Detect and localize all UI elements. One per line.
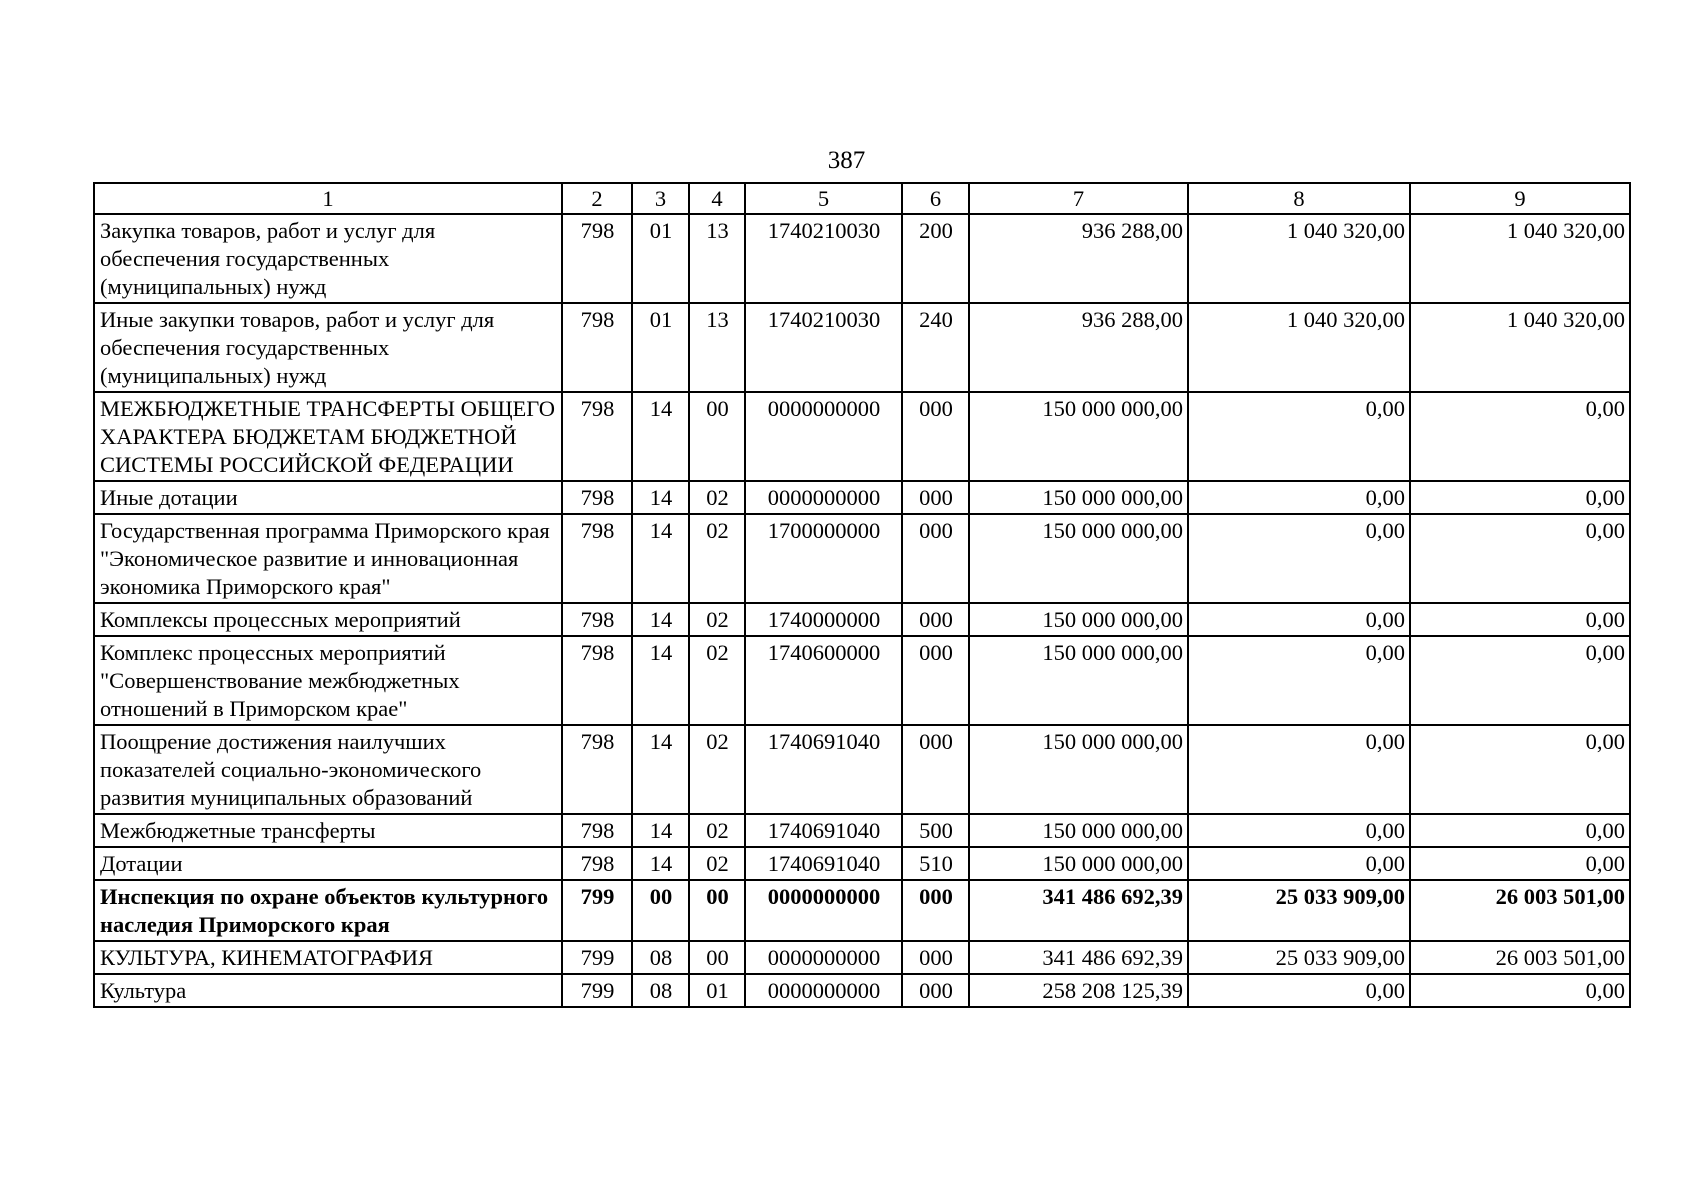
row-amount-c8: 0,00 (1188, 603, 1410, 636)
row-code-c3: 08 (632, 974, 689, 1007)
row-name: Инспекция по охране объектов культурного наследия Приморского края (94, 880, 562, 941)
row-code-c5: 1740000000 (745, 603, 902, 636)
row-code-c6: 000 (902, 481, 969, 514)
row-amount-c8: 25 033 909,00 (1188, 941, 1410, 974)
row-code-c5: 0000000000 (745, 974, 902, 1007)
row-code-c5: 1740210030 (745, 214, 902, 303)
row-code-c5: 1740691040 (745, 814, 902, 847)
column-header: 8 (1188, 183, 1410, 214)
row-code-c6: 000 (902, 514, 969, 603)
column-header: 2 (562, 183, 632, 214)
row-code-c2: 798 (562, 514, 632, 603)
row-name: КУЛЬТУРА, КИНЕМАТОГРАФИЯ (94, 941, 562, 974)
row-code-c2: 798 (562, 303, 632, 392)
row-name: Закупка товаров, работ и услуг для обеспечения государственных (муниципальных) нужд (94, 214, 562, 303)
column-header: 6 (902, 183, 969, 214)
row-code-c4: 02 (689, 725, 745, 814)
row-name: Межбюджетные трансферты (94, 814, 562, 847)
row-code-c3: 14 (632, 603, 689, 636)
table-row (94, 514, 1630, 603)
row-code-c5: 1740600000 (745, 636, 902, 725)
row-amount-c8: 1 040 320,00 (1188, 214, 1410, 303)
row-amount-c7: 936 288,00 (969, 214, 1188, 303)
row-code-c3: 14 (632, 392, 689, 481)
row-amount-c9: 0,00 (1410, 514, 1630, 603)
row-amount-c9: 0,00 (1410, 603, 1630, 636)
row-amount-c9: 0,00 (1410, 481, 1630, 514)
row-code-c2: 798 (562, 814, 632, 847)
row-amount-c7: 150 000 000,00 (969, 636, 1188, 725)
row-name: Культура (94, 974, 562, 1007)
row-name: Государственная программа Приморского края "Экономическое развитие и инновационная экономика Приморского края" (94, 514, 562, 603)
row-amount-c7: 150 000 000,00 (969, 392, 1188, 481)
row-code-c5: 1740691040 (745, 725, 902, 814)
row-code-c4: 00 (689, 392, 745, 481)
row-code-c3: 14 (632, 514, 689, 603)
row-name: Иные закупки товаров, работ и услуг для обеспечения государственных (муниципальных) нужд (94, 303, 562, 392)
row-code-c6: 000 (902, 603, 969, 636)
row-code-c6: 000 (902, 636, 969, 725)
row-code-c3: 14 (632, 847, 689, 880)
table-row (94, 481, 1630, 514)
row-code-c3: 01 (632, 303, 689, 392)
row-code-c2: 798 (562, 392, 632, 481)
row-code-c6: 000 (902, 941, 969, 974)
table-row (94, 214, 1630, 303)
row-amount-c7: 150 000 000,00 (969, 514, 1188, 603)
row-code-c6: 000 (902, 880, 969, 941)
row-amount-c9: 0,00 (1410, 725, 1630, 814)
row-code-c5: 1740210030 (745, 303, 902, 392)
row-code-c4: 02 (689, 814, 745, 847)
table-row (94, 880, 1630, 941)
table-row (94, 974, 1630, 1007)
row-amount-c9: 0,00 (1410, 974, 1630, 1007)
row-code-c2: 798 (562, 725, 632, 814)
row-code-c5: 1700000000 (745, 514, 902, 603)
row-amount-c9: 0,00 (1410, 847, 1630, 880)
row-amount-c7: 258 208 125,39 (969, 974, 1188, 1007)
row-code-c6: 200 (902, 214, 969, 303)
row-amount-c7: 341 486 692,39 (969, 880, 1188, 941)
row-amount-c8: 0,00 (1188, 814, 1410, 847)
row-amount-c7: 150 000 000,00 (969, 603, 1188, 636)
row-code-c3: 01 (632, 214, 689, 303)
row-amount-c8: 25 033 909,00 (1188, 880, 1410, 941)
row-name: Комплекс процессных мероприятий "Совершенствование межбюджетных отношений в Приморском крае" (94, 636, 562, 725)
row-code-c6: 000 (902, 974, 969, 1007)
table-row (94, 603, 1630, 636)
row-amount-c8: 0,00 (1188, 636, 1410, 725)
row-code-c4: 01 (689, 974, 745, 1007)
row-code-c3: 14 (632, 725, 689, 814)
row-code-c2: 798 (562, 214, 632, 303)
row-code-c6: 000 (902, 725, 969, 814)
row-amount-c8: 0,00 (1188, 974, 1410, 1007)
row-amount-c8: 0,00 (1188, 392, 1410, 481)
row-amount-c8: 0,00 (1188, 847, 1410, 880)
row-code-c5: 0000000000 (745, 880, 902, 941)
row-amount-c9: 1 040 320,00 (1410, 214, 1630, 303)
row-code-c2: 799 (562, 974, 632, 1007)
table-row (94, 847, 1630, 880)
row-code-c2: 798 (562, 847, 632, 880)
row-code-c4: 13 (689, 214, 745, 303)
row-code-c6: 500 (902, 814, 969, 847)
row-code-c4: 02 (689, 847, 745, 880)
row-code-c3: 08 (632, 941, 689, 974)
table-row (94, 392, 1630, 481)
column-header: 4 (689, 183, 745, 214)
table-row (94, 636, 1630, 725)
row-amount-c9: 0,00 (1410, 392, 1630, 481)
table-row (94, 303, 1630, 392)
row-code-c4: 02 (689, 636, 745, 725)
row-amount-c8: 1 040 320,00 (1188, 303, 1410, 392)
row-code-c6: 000 (902, 392, 969, 481)
row-code-c4: 00 (689, 880, 745, 941)
row-code-c4: 02 (689, 481, 745, 514)
row-amount-c9: 26 003 501,00 (1410, 941, 1630, 974)
row-code-c2: 798 (562, 481, 632, 514)
row-amount-c7: 150 000 000,00 (969, 814, 1188, 847)
column-header: 3 (632, 183, 689, 214)
row-name: Дотации (94, 847, 562, 880)
row-amount-c7: 150 000 000,00 (969, 725, 1188, 814)
row-amount-c8: 0,00 (1188, 481, 1410, 514)
table-row (94, 814, 1630, 847)
row-name: Комплексы процессных мероприятий (94, 603, 562, 636)
row-code-c4: 13 (689, 303, 745, 392)
row-name: Поощрение достижения наилучших показателей социально-экономического развития муниципальных образований (94, 725, 562, 814)
row-code-c4: 02 (689, 514, 745, 603)
row-amount-c7: 150 000 000,00 (969, 847, 1188, 880)
table-row (94, 941, 1630, 974)
row-code-c5: 0000000000 (745, 392, 902, 481)
row-code-c5: 0000000000 (745, 481, 902, 514)
row-name: Иные дотации (94, 481, 562, 514)
row-code-c2: 798 (562, 603, 632, 636)
row-code-c5: 0000000000 (745, 941, 902, 974)
row-amount-c8: 0,00 (1188, 725, 1410, 814)
column-header: 7 (969, 183, 1188, 214)
column-number-header (94, 183, 1630, 214)
row-code-c3: 14 (632, 481, 689, 514)
row-code-c4: 02 (689, 603, 745, 636)
row-amount-c7: 150 000 000,00 (969, 481, 1188, 514)
row-name: МЕЖБЮДЖЕТНЫЕ ТРАНСФЕРТЫ ОБЩЕГО ХАРАКТЕРА БЮДЖЕТАМ БЮДЖЕТНОЙ СИСТЕМЫ РОССИЙСКОЙ ФЕДЕРАЦИИ (94, 392, 562, 481)
row-code-c6: 240 (902, 303, 969, 392)
row-code-c2: 798 (562, 636, 632, 725)
table-row (94, 725, 1630, 814)
row-code-c4: 00 (689, 941, 745, 974)
row-amount-c7: 341 486 692,39 (969, 941, 1188, 974)
row-amount-c7: 936 288,00 (969, 303, 1188, 392)
row-code-c2: 799 (562, 880, 632, 941)
row-amount-c9: 0,00 (1410, 636, 1630, 725)
row-amount-c8: 0,00 (1188, 514, 1410, 603)
row-code-c3: 14 (632, 814, 689, 847)
row-amount-c9: 26 003 501,00 (1410, 880, 1630, 941)
row-code-c3: 14 (632, 636, 689, 725)
row-code-c6: 510 (902, 847, 969, 880)
budget-table (93, 182, 1631, 1008)
row-amount-c9: 1 040 320,00 (1410, 303, 1630, 392)
row-code-c3: 00 (632, 880, 689, 941)
column-header: 1 (94, 183, 562, 214)
page-number: 387 (827, 147, 866, 174)
row-code-c2: 799 (562, 941, 632, 974)
row-amount-c9: 0,00 (1410, 814, 1630, 847)
row-code-c5: 1740691040 (745, 847, 902, 880)
column-header: 5 (745, 183, 902, 214)
column-header: 9 (1410, 183, 1630, 214)
